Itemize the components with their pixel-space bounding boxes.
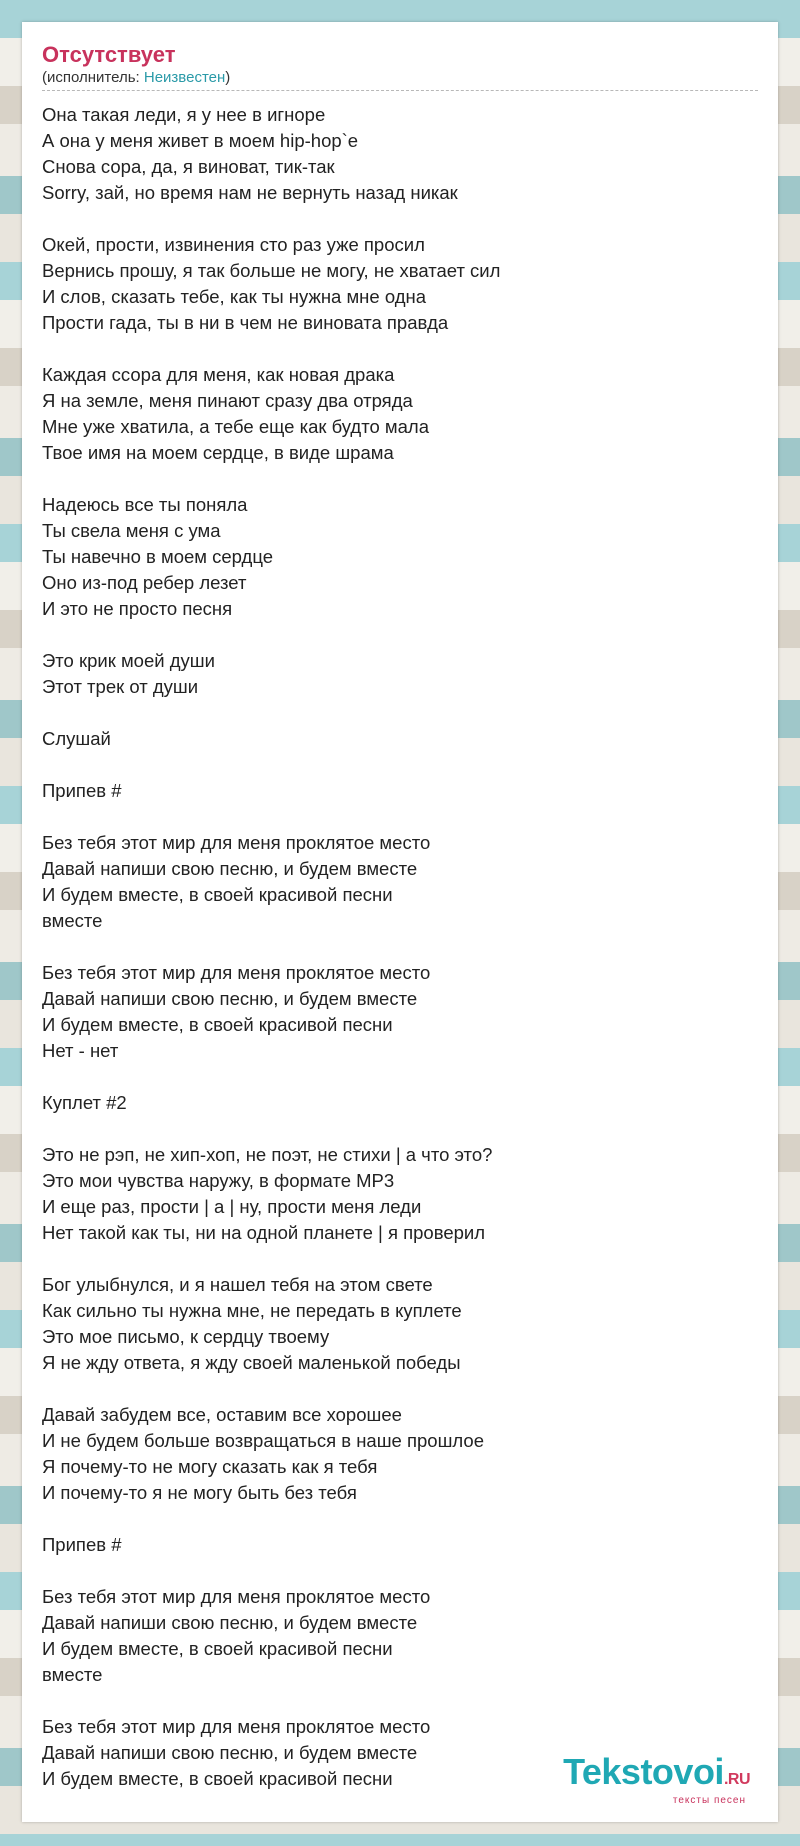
logo-tagline: тексты песен bbox=[672, 1795, 746, 1806]
lyrics-line: Припев # bbox=[42, 780, 122, 801]
lyrics-line: И будем вместе, в своей красивой песни bbox=[42, 1638, 393, 1659]
lyrics-line: Твое имя на моем сердце, в виде шрама bbox=[42, 442, 394, 463]
lyrics-line: Окей, прости, извинения сто раз уже просил bbox=[42, 234, 425, 255]
lyrics-line: Это крик моей души bbox=[42, 650, 215, 671]
lyrics-line: Оно из-под ребер лезет bbox=[42, 572, 247, 593]
performer-link[interactable]: Неизвестен bbox=[143, 69, 226, 86]
lyrics-line: А она у меня живет в моем hip-hop`e bbox=[42, 130, 359, 151]
lyrics-line: Нет - нет bbox=[42, 1040, 119, 1061]
lyrics-line: И будем вместе, в своей красивой песни bbox=[42, 884, 393, 905]
lyrics-line: Давай напиши свою песню, и будем вместе bbox=[42, 1612, 418, 1633]
lyrics-line: Припев # bbox=[42, 1534, 122, 1555]
lyrics-stanza bbox=[42, 648, 758, 700]
lyrics-stanza bbox=[42, 1090, 758, 1116]
lyrics-line: Мне уже хватила, а тебе еще как будто мала bbox=[42, 416, 429, 437]
lyrics-line: И не будем больше возвращаться в наше прошлое bbox=[42, 1430, 485, 1451]
lyrics-line: И слов, сказать тебе, как ты нужна мне одна bbox=[42, 286, 427, 307]
lyrics-line: Это мои чувства наружу, в формате MP3 bbox=[42, 1170, 395, 1191]
lyrics-line: Ты навечно в моем сердце bbox=[42, 546, 274, 567]
lyrics-line: Слушай bbox=[42, 728, 111, 749]
lyrics-line: И почему-то я не могу быть без тебя bbox=[42, 1482, 357, 1503]
song-header bbox=[42, 42, 758, 91]
performer-suffix: ) bbox=[225, 69, 231, 86]
lyrics-line: Без тебя этот мир для меня проклятое место bbox=[42, 962, 431, 983]
lyrics-line: Я не жду ответа, я жду своей маленькой победы bbox=[42, 1352, 461, 1373]
lyrics-line: вместе bbox=[42, 910, 103, 931]
lyrics-line: Без тебя этот мир для меня проклятое место bbox=[42, 832, 431, 853]
lyrics-line: Каждая ссора для меня, как новая драка bbox=[42, 364, 395, 385]
lyrics-line: Нет такой как ты, ни на одной планете | я проверил bbox=[42, 1222, 486, 1243]
lyrics-line: вместе bbox=[42, 1664, 103, 1685]
lyrics-line: Давай напиши свою песню, и будем вместе bbox=[42, 1742, 418, 1763]
lyrics-line: И будем вместе, в своей красивой песни bbox=[42, 1768, 393, 1789]
lyrics-stanza bbox=[42, 1142, 758, 1246]
performer-line bbox=[42, 68, 758, 88]
lyrics-line: И еще раз, прости | а | ну, прости меня леди bbox=[42, 1196, 422, 1217]
logo-main-text: Tekstovoi bbox=[563, 1751, 724, 1792]
lyrics-line: Вернись прошу, я так больше не могу, не хватает сил bbox=[42, 260, 501, 281]
lyrics-line: Бог улыбнулся, и я нашел тебя на этом свете bbox=[42, 1274, 433, 1295]
lyrics-line: Давай напиши свою песню, и будем вместе bbox=[42, 858, 418, 879]
performer-prefix: (исполнитель: bbox=[42, 69, 144, 86]
lyrics-line: Я почему-то не могу сказать как я тебя bbox=[42, 1456, 378, 1477]
logo-wordmark bbox=[563, 1751, 750, 1797]
lyrics-line: Куплет #2 bbox=[42, 1092, 127, 1113]
song-title: Отсутствует bbox=[42, 42, 176, 67]
lyrics-line: И это не просто песня bbox=[42, 598, 233, 619]
lyrics-line: Этот трек от души bbox=[42, 676, 199, 697]
lyrics-stanza bbox=[42, 492, 758, 622]
header-divider bbox=[42, 90, 758, 91]
lyrics-stanza bbox=[42, 1584, 758, 1688]
site-logo[interactable] bbox=[563, 1751, 750, 1806]
lyrics-stanza bbox=[42, 1272, 758, 1376]
lyrics-line: Снова сора, да, я виноват, тик-так bbox=[42, 156, 335, 177]
lyrics-stanza bbox=[42, 830, 758, 934]
lyrics-line: Как сильно ты нужна мне, не передать в куплете bbox=[42, 1300, 462, 1321]
lyrics-stanza bbox=[42, 1402, 758, 1506]
lyrics-line: Без тебя этот мир для меня проклятое место bbox=[42, 1716, 431, 1737]
lyrics-stanza bbox=[42, 960, 758, 1064]
lyrics-line: Это мое письмо, к сердцу твоему bbox=[42, 1326, 330, 1347]
lyrics-line: Это не рэп, не хип-хоп, не поэт, не стихи | а что это? bbox=[42, 1144, 493, 1165]
lyrics-line: Прости гада, ты в ни в чем не виновата правда bbox=[42, 312, 449, 333]
lyrics-line: Она такая леди, я у нее в игноре bbox=[42, 104, 326, 125]
lyrics-line: Ты свела меня с ума bbox=[42, 520, 221, 541]
lyrics-line: И будем вместе, в своей красивой песни bbox=[42, 1014, 393, 1035]
lyrics-stanza bbox=[42, 102, 758, 206]
lyrics-line: Давай забудем все, оставим все хорошее bbox=[42, 1404, 402, 1425]
lyrics-stanza bbox=[42, 1532, 758, 1558]
lyrics-stanza bbox=[42, 362, 758, 466]
lyrics-line: Надеюсь все ты поняла bbox=[42, 494, 248, 515]
lyrics-line: Давай напиши свою песню, и будем вместе bbox=[42, 988, 418, 1009]
lyrics-card bbox=[22, 22, 778, 1822]
lyrics-stanza bbox=[42, 726, 758, 752]
logo-ru-text: .RU bbox=[723, 1771, 750, 1788]
lyrics-line: Я на земле, меня пинают сразу два отряда bbox=[42, 390, 413, 411]
lyrics-line: Sorry, зай, но время нам не вернуть назад никак bbox=[42, 182, 458, 203]
lyrics-stanza bbox=[42, 232, 758, 336]
lyrics-stanza bbox=[42, 778, 758, 804]
lyrics-line: Без тебя этот мир для меня проклятое место bbox=[42, 1586, 431, 1607]
lyrics-body bbox=[42, 102, 758, 1818]
